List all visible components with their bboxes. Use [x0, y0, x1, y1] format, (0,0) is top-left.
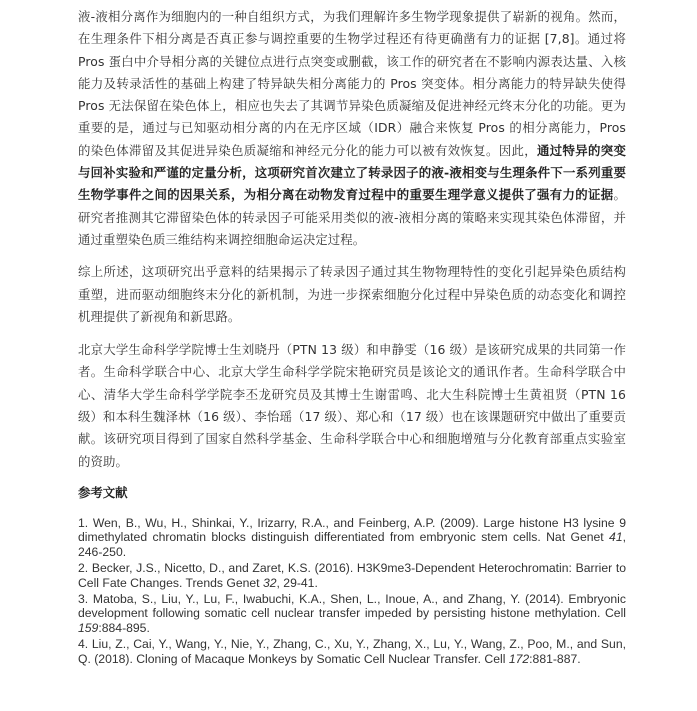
paragraph-authors: 北京大学生命科学学院博士生刘晓丹（PTN 13 级）和申静雯（16 级）是该研究成果的共同第一作者。生命科学联合中心、北京大学生命科学学院宋艳研究员是该论文的通讯作者。生命科学联合中心、清华大学生命科学学院李丕龙研究员及其博士生谢雷鸣、北大生科院博士生黄祖贤（PTN 16 级）和本科生魏泽林（16 级）、李怡瑶（17 级）、郑心和（17 级）也在该课题研究中做出了重要贡献。该研究项目得到了国家自然科学基金、生命科学联合中心和细胞增殖与分化教育部重点实验室的资助。 [78, 342, 626, 469]
paragraph-text: 。研究者推测其它滞留染色体的转录因子可能采用类似的液-液相分离的策略来实现其染色体滞留，并通过重塑染色质三维结构来调控细胞命运决定过程。 [78, 187, 626, 247]
paragraph-bold-text: 通过特异的突变与回补实验和严谨的定量分析，这项研究首次建立了转录因子的液-液相变与生理条件下一系列重要生物学事件之间的因果关系，为相分离在动物发育过程中的重要生理学意义提供了强有力的证据 [78, 142, 626, 203]
reference-item: 1. Wen, B., Wu, H., Shinkai, Y., Irizarry, R.A., and Feinberg, A.P. (2009). Large histone H3 lysine 9 dimethylated chromatin blocks distinguish differentiated from embryonic stem cells. Nat Genet 41, 246-250. [78, 515, 626, 559]
article-body [78, 6, 626, 668]
paragraph-phase-separation [78, 6, 626, 251]
references-list [78, 516, 626, 666]
reference-item: 2. Becker, J.S., Nicetto, D., and Zaret, K.S. (2016). H3K9me3-Dependent Heterochromatin: Barrier to Cell Fate Changes. Trends Genet 32, 29-41. [78, 561, 626, 590]
reference-item: 4. Liu, Z., Cai, Y., Wang, Y., Nie, Y., Zhang, C., Xu, Y., Zhang, X., Lu, Y., Wang, Z., Poo, M., and Sun, Q. (2018). Cloning of Macaque Monkeys by Somatic Cell Nuclear Transfer. Cell 172:881-887. [78, 637, 626, 666]
paragraph-text: 液-液相分离作为细胞内的一种自组织方式，为我们理解许多生物学现象提供了崭新的视角。然而，在生理条件下相分离是否真正参与调控重要的生物学过程还有待更确凿有力的证据 [7,8]。通过将 Pros 蛋白中介导相分离的关键位点进行点突变或删截，该工作的研究者在不影响内源表达量、入核能力及转录活性的基础上构建了特异缺失相分离能力的 Pros 突变体。相分离能力的特异缺失使得 Pros 无法保留在染色体上，相应也失去了其调节异染色质凝缩及促进神经元终末分化的功能。更为重要的是，通过与已知驱动相分离的内在无序区域（IDR）融合来恢复 Pros 的相分离能力，Pros 的染色体滞留及其促进异染色质凝缩和神经元分化的能力可以被有效恢复。因此， [78, 9, 626, 158]
references-heading: 参考文献 [78, 484, 128, 500]
reference-item: 3. Matoba, S., Liu, Y., Lu, F., Iwabuchi, K.A., Shen, L., Inoue, A., and Zhang, Y. (2014). Embryonic development following somatic cell nuclear transfer impeded by persisting histone methylation. Cell 159:884-895. [78, 591, 626, 635]
paragraph-summary: 综上所述，这项研究出乎意料的结果揭示了转录因子通过其生物物理特性的变化引起异染色质结构重塑，进而驱动细胞终末分化的新机制，为进一步探索细胞分化过程中异染色质的动态变化和调控机理提供了新视角和新思路。 [78, 264, 626, 324]
